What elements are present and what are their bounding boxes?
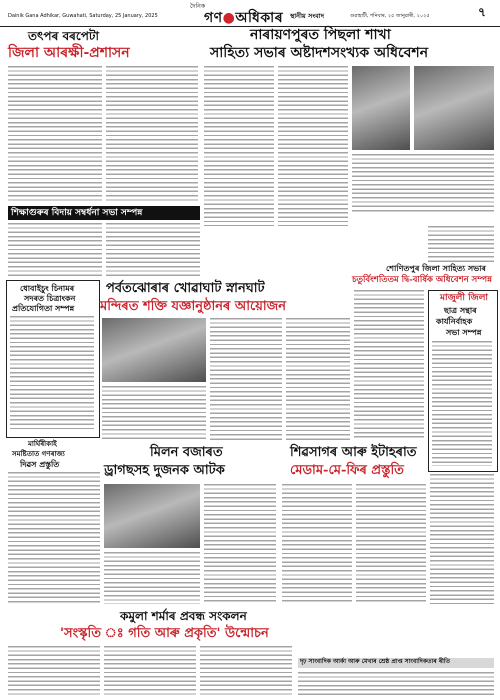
edition-info: Dainik Gana Adhikar, Guwahati, Saturday, 25 January, 2025 [8,13,158,19]
article-11-body-col3 [200,646,292,696]
article-8-headline-line3: দিৱস প্ৰস্তুতি [20,459,60,469]
article-6-body-top [428,226,494,262]
article-5-headline-line2: মন্দিৰত শক্তি যজ্ঞানুষ্ঠানৰ আয়োজন [100,299,287,314]
article-11-body [8,646,100,696]
article-8-headline-line2: সমষ্টিতাত গণৰাজ্য [12,449,65,458]
article-8-headline-line1: মাৰ্ঘিৰীকাই [28,439,57,448]
article-2-body [204,66,274,226]
brand-first: গণ [204,10,223,26]
article-2-photo-audience [414,66,494,150]
article-10-body-col2 [356,484,426,604]
article-5-body-col3 [286,318,350,442]
article-9-body [104,552,200,604]
brand-second: অধিকাৰ [235,10,284,26]
article-4-headline-line2: সদৰত চিত্ৰাংকন [24,293,76,303]
masthead [0,0,500,27]
article-2-body-col2 [278,66,348,226]
article-9-headline-line2: ড্ৰাগছসহ দুজনক আটক [104,463,225,478]
article-10-body-col3 [430,474,494,604]
article-1-headline-line1: তৎপৰ বৰপেটা [28,29,99,43]
article-8-body [8,472,100,604]
article-10-body [282,484,352,604]
article-10-headline-line2: মেডাম-মে-ফিৰ প্ৰস্তুতি [290,463,404,478]
article-3-headline: শিক্ষাগুৰুৰ বিদায় সম্বৰ্ধনা সভা সম্পন্ন [8,206,200,220]
article-6-headline-line1: শোণিতপুৰ জিলা সাহিত্য সভাৰ [386,263,486,273]
article-5-body-col2 [210,318,282,442]
article-7-headline-line1: মাজুলী জিলা [440,293,489,303]
article-11-headline-line1: কমুলা শৰ্মাৰ প্ৰবন্ধ সংকলন [120,609,247,623]
date-assamese: গুৱাহাটী, শনিবাৰ, ২৫ জানুৱাৰী, ২০২৫ [350,13,430,19]
article-6-headline-line2: চতুৰ্বিংশতিতম দ্বি-বাৰ্ষিক অধিবেশন সম্পন্ন [352,275,492,285]
article-7-headline-line4: সভা সম্পন্ন [446,327,482,337]
article-7-headline-line2: ছাত্ৰ সন্থাৰ [444,305,477,315]
article-2-headline-line2: সাহিত্য সভাৰ অষ্টাদশসংখ্যক অধিবেশন [210,45,429,61]
article-2-headline-line1: নাৰায়ণপুৰত পিছলা শাখা [250,27,391,43]
article-2-body-col3 [352,154,494,212]
article-5-body [102,386,206,442]
article-11-body-col2 [104,646,196,696]
article-7-body [432,341,492,466]
masthead-daily-label: দৈনিক [190,3,206,10]
page-number: ৭ [478,5,486,19]
article-11-headline-line2: 'সংস্কৃতি ঃ গতি আৰু প্ৰকৃতি' উন্মোচন [60,626,269,641]
article-2-photo-speaker [352,66,410,150]
article-9-photo [104,484,200,548]
article-4-headline-line1: ধোবাইচুং চিনামৰ [20,283,75,293]
article-4-headline-line3: প্ৰতিযোগিতা সম্পন্ন [12,303,75,313]
article-9-body-col2 [204,484,276,604]
article-1-body [8,66,102,202]
footer-body [298,672,494,696]
article-3-body [8,223,102,278]
article-7-headline-line3: কাৰ্যনিৰ্বাহক [436,316,473,326]
article-4-body [10,316,94,432]
footer-ad-text: দৃঢ় সাংবাদিক আৰ্কা আৰু মেখাৰ শ্ৰেষ্ঠ প্ৰাপ্ত সাংবাদিকতাৰ ৰীতি [300,658,451,665]
article-5-headline-line1: পৰ্বতঝোৰাৰ খোৱাঘাট স্নানঘাট [106,281,265,296]
section-label: স্থানীয় সংবাদ [290,12,325,20]
article-5-photo [102,318,206,382]
article-1-headline-line2: জিলা আৰক্ষী-প্ৰশাসন [8,45,130,61]
brand-dot-icon: ● [222,10,236,26]
article-3-body-col2 [106,223,200,278]
article-9-headline-line1: মিলন বজাৰত [150,445,223,460]
article-10-headline-line1: শিৱসাগৰ আৰু ইটাহৰাত [290,445,417,460]
article-1-body-col2 [106,66,198,202]
article-6-body [354,290,424,440]
